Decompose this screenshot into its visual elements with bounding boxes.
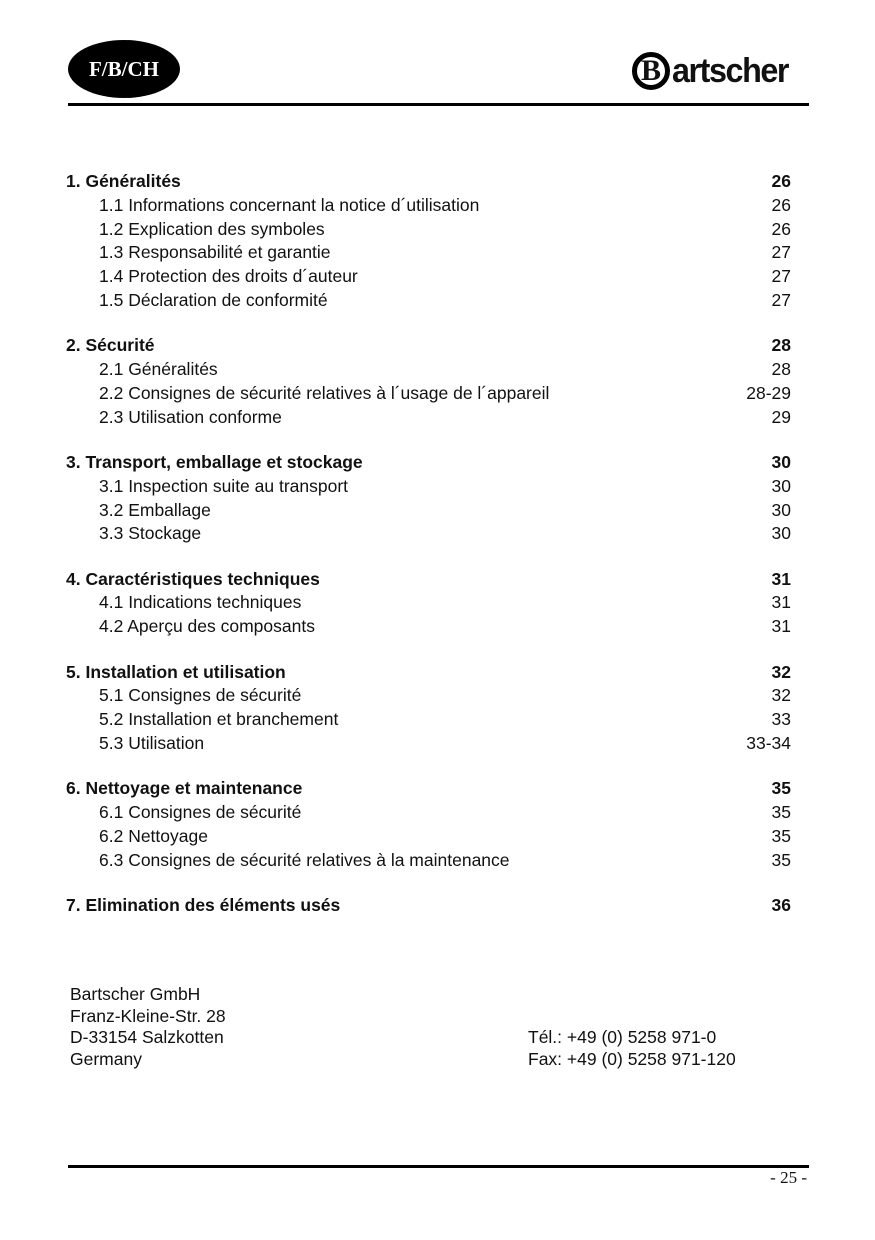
toc-entry-page: 32 — [771, 685, 791, 706]
toc-heading-title: 5. Installation et utilisation — [66, 661, 286, 682]
toc-entry-title: 3.3 Stockage — [99, 523, 202, 544]
toc-heading — [66, 777, 791, 801]
toc-entry-title: 4.1 Indications techniques — [99, 592, 302, 613]
toc-entry-title: 3.1 Inspection suite au transport — [99, 475, 349, 496]
toc-entry-title: 2.1 Généralités — [99, 359, 218, 380]
brand-logo — [632, 42, 794, 100]
company-address — [70, 984, 226, 1070]
company-contact — [528, 1027, 736, 1070]
toc-heading-title: 3. Transport, emballage et stockage — [66, 451, 363, 472]
toc-entry-title: 5.1 Consignes de sécurité — [99, 685, 302, 706]
toc-entry-title: 4.2 Aperçu des composants — [99, 616, 315, 637]
company-street: Franz-Kleine-Str. 28 — [70, 1005, 226, 1026]
toc-entry — [66, 406, 791, 430]
toc-entry — [66, 289, 791, 313]
toc-entry — [66, 194, 791, 218]
brand-logo-mark — [632, 52, 670, 90]
toc-section — [66, 777, 791, 872]
toc-heading-title: 1. Généralités — [66, 171, 181, 191]
toc-entry-page: 26 — [771, 194, 791, 215]
toc-heading-title: 2. Sécurité — [66, 335, 155, 356]
toc-heading — [66, 661, 791, 685]
toc-entry — [66, 825, 791, 849]
toc-section — [66, 334, 791, 429]
toc-entry-title: 1.5 Déclaration de conformité — [99, 289, 328, 310]
toc-entry — [66, 241, 791, 265]
toc-heading — [66, 568, 791, 592]
toc-entry-page: 27 — [771, 242, 791, 263]
toc-section — [66, 170, 791, 313]
toc-entry-page: 30 — [771, 523, 791, 544]
toc-entry-title: 1.2 Explication des symboles — [99, 218, 325, 239]
toc-entry-page: 29 — [771, 406, 791, 427]
toc-heading-page: 30 — [771, 451, 791, 472]
toc-entry — [66, 382, 791, 406]
toc-entry — [66, 499, 791, 523]
toc-heading-page: 32 — [771, 661, 791, 682]
toc-heading-page: 26 — [771, 171, 791, 191]
toc-entry-title: 2.2 Consignes de sécurité relatives à l´usage de l´appareil — [99, 382, 550, 403]
toc-entry — [66, 591, 791, 615]
toc-entry-title: 1.4 Protection des droits d´auteur — [99, 266, 358, 287]
company-city: D-33154 Salzkotten — [70, 1027, 224, 1047]
toc-entry-title: 3.2 Emballage — [99, 499, 211, 520]
toc-section — [66, 661, 791, 756]
fax-number: Fax: +49 (0) 5258 971-120 — [528, 1048, 736, 1069]
toc-entry — [66, 732, 791, 756]
toc-entry-page: 35 — [771, 825, 791, 846]
toc-entry-page: 28-29 — [746, 382, 791, 403]
toc-heading — [66, 170, 791, 194]
toc-entry-page: 33-34 — [746, 732, 791, 753]
region-label: F/B/CH — [88, 56, 159, 81]
toc-entry — [66, 522, 791, 546]
toc-entry-page: 27 — [771, 289, 791, 310]
toc-entry-title: 5.3 Utilisation — [99, 732, 205, 753]
toc-entry-title: 6.1 Consignes de sécurité — [99, 802, 302, 823]
footer-rule — [68, 1165, 809, 1168]
toc-heading-title: 7. Elimination des éléments usés — [66, 894, 341, 915]
toc-entry-page: 35 — [771, 802, 791, 823]
toc-entry — [66, 358, 791, 382]
toc-entry-page: 30 — [771, 499, 791, 520]
toc-entry-title: 6.2 Nettoyage — [99, 825, 208, 846]
region-badge — [68, 40, 180, 98]
brand-logo-letter: B — [640, 54, 661, 87]
toc-entry — [66, 849, 791, 873]
toc-entry-title: 2.3 Utilisation conforme — [99, 406, 282, 427]
toc-entry — [66, 265, 791, 289]
toc-section — [66, 451, 791, 546]
toc-heading — [66, 894, 791, 918]
toc-heading-title: 6. Nettoyage et maintenance — [66, 778, 303, 799]
toc-heading — [66, 451, 791, 475]
company-name: Bartscher GmbH — [70, 984, 201, 1004]
toc-heading — [66, 334, 791, 358]
toc-section — [66, 568, 791, 639]
toc-entry — [66, 475, 791, 499]
brand-logo-text: artscher — [672, 51, 789, 90]
toc-heading-page: 36 — [771, 894, 791, 915]
company-country: Germany — [70, 1048, 142, 1069]
toc-entry-page: 31 — [771, 616, 791, 637]
toc-entry-page: 27 — [771, 266, 791, 287]
toc-entry-page: 26 — [771, 218, 791, 239]
toc-section — [66, 894, 791, 918]
toc-heading-page: 31 — [771, 568, 791, 589]
toc-entry — [66, 801, 791, 825]
toc-entry-title: 6.3 Consignes de sécurité relatives à la maintenance — [99, 849, 510, 870]
toc-heading-page: 28 — [771, 335, 791, 356]
toc-entry-title: 5.2 Installation et branchement — [99, 709, 339, 730]
toc-entry-title: 1.3 Responsabilité et garantie — [99, 242, 331, 263]
toc-entry-page: 35 — [771, 849, 791, 870]
table-of-contents — [66, 170, 791, 939]
toc-entry-page: 31 — [771, 592, 791, 613]
toc-entry — [66, 684, 791, 708]
toc-entry-page: 28 — [771, 359, 791, 380]
toc-entry-title: 1.1 Informations concernant la notice d´utilisation — [99, 194, 480, 215]
toc-entry-page: 30 — [771, 475, 791, 496]
toc-entry — [66, 615, 791, 639]
toc-heading-title: 4. Caractéristiques techniques — [66, 568, 320, 589]
toc-entry-page: 33 — [771, 709, 791, 730]
page-number: - 25 - — [770, 1168, 807, 1187]
phone-number: Tél.: +49 (0) 5258 971-0 — [528, 1027, 717, 1047]
header-rule — [68, 103, 809, 106]
toc-entry — [66, 708, 791, 732]
toc-entry — [66, 218, 791, 242]
toc-heading-page: 35 — [771, 778, 791, 799]
